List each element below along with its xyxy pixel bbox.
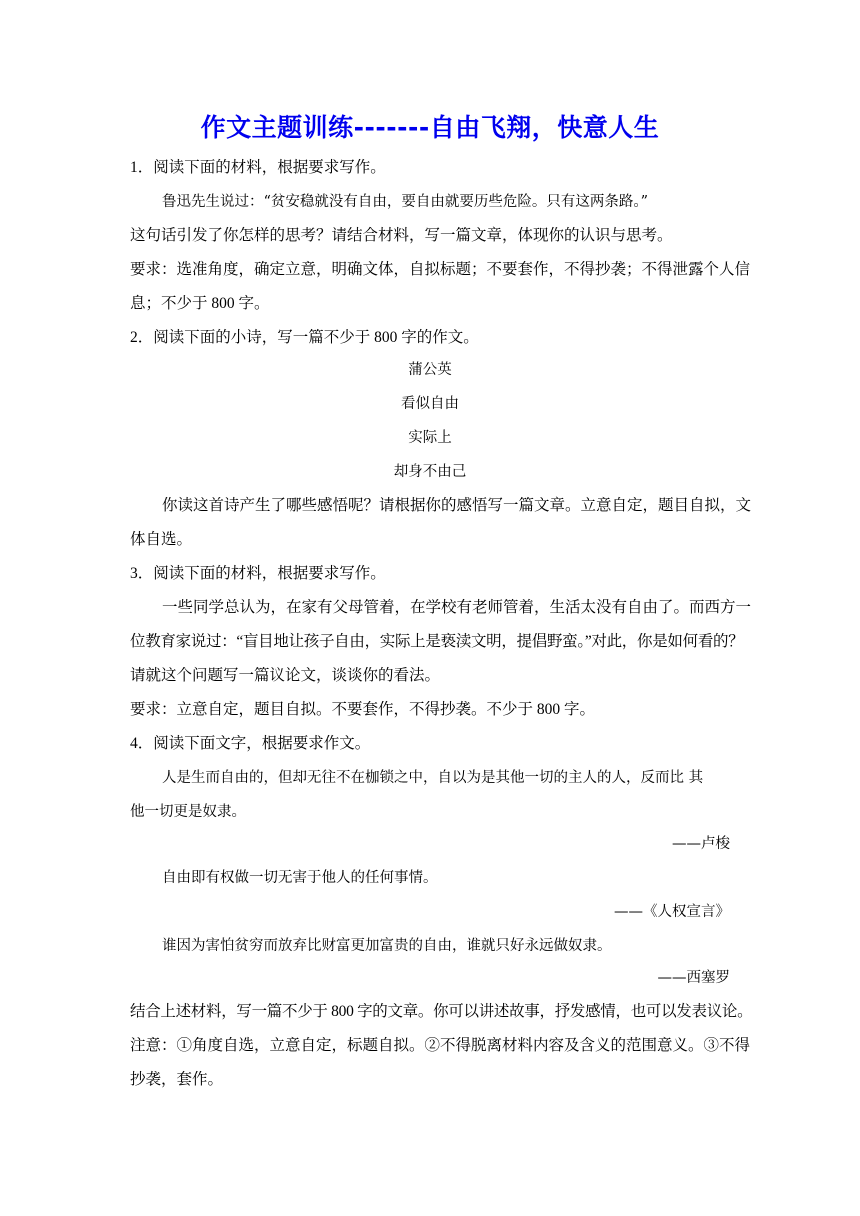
q2-poem-line: 却身不由己 [393,464,467,480]
q4-quote1-line2: 他一切更是奴隶。 [130,804,246,820]
q3-requirement: 要求：立意自定，题目自拟。不要套作，不得抄袭。不少于 800 字。 [130,701,596,718]
q4-attribution-cicero: ——西塞罗 [657,970,730,986]
q1-prompt: 这句话引发了你怎样的思考？请结合材料，写一篇文章，体现你的认识与思考。 [130,227,673,244]
q3-body-line2: 位教育家说过：“盲目地让孩子自由，实际上是亵渎文明，提倡野蛮。”对此，你是如何看的？ [130,633,744,650]
q4-quote1-line1: 人是生而自由的，但却无往不在枷锁之中，自以为是其他一切的主人的人，反而比 其 [162,770,704,786]
q4-attribution-rousseau: ——卢梭 [672,836,730,852]
q2-poem-line: 蒲公英 [408,362,452,378]
q1-quote: 鲁迅先生说过：“贫安稳就没有自由，要自由就要历些危险。只有这两条路。” [162,194,649,210]
q4-note-line2: 抄袭，套作。 [130,1071,224,1088]
q3-heading: 3．阅读下面的材料，根据要求写作。 [130,565,386,582]
q1-requirement-line1: 要求：选准角度，确定立意，明确文体，自拟标题；不要套作，不得抄袭；不得泄露个人信 [130,261,751,278]
q1-requirement-line2: 息；不少于 800 字。 [130,295,270,312]
q2-poem-line: 实际上 [408,430,452,446]
q4-heading: 4．阅读下面文字，根据要求作文。 [130,735,371,752]
q4-prompt: 结合上述材料，写一篇不少于 800 字的文章。你可以讲述故事，抒发感情，也可以发表议论。 [130,1003,753,1020]
q4-quote2: 自由即有权做一切无害于他人的任何事情。 [162,870,438,886]
q2-heading: 2．阅读下面的小诗，写一篇不少于 800 字的作文。 [130,329,479,346]
q4-attribution-declaration: ——《人权宣言》 [614,904,730,920]
q3-body-line1: 一些同学总认为，在家有父母管着，在学校有老师管着，生活太没有自由了。而西方一 [162,599,752,616]
q1-heading: 1．阅读下面的材料，根据要求写作。 [130,159,386,176]
q3-body-line3: 请就这个问题写一篇议论文，谈谈你的看法。 [130,667,441,684]
q4-note-line1: 注意：①角度自选，立意自定，标题自拟。②不得脱离材料内容及含义的范围意义。③不得 [130,1037,751,1054]
q4-quote3: 谁因为害怕贫穷而放弃比财富更加富贵的自由，谁就只好永远做奴隶。 [162,938,612,954]
page-title: 作文主题训练-------自由飞翔，快意人生 [200,113,660,142]
q2-prompt-line1: 你读这首诗产生了哪些感悟呢？请根据你的感悟写一篇文章。立意自定，题目自拟，文 [162,497,752,514]
q2-poem-line: 看似自由 [401,396,459,412]
q2-prompt-line2: 体自选。 [130,531,193,548]
